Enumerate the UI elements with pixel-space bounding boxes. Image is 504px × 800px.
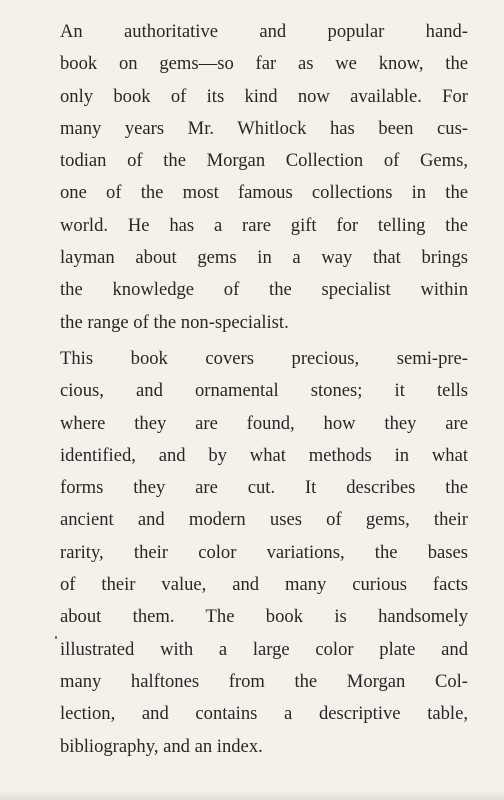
text-line: world. He has a rare gift for telling the bbox=[60, 214, 468, 236]
paragraph-2 bbox=[60, 343, 468, 763]
text-line: forms they are cut. It describes the bbox=[60, 477, 468, 499]
text-line: bibliography, and an index. bbox=[60, 735, 263, 757]
text-line: identified, and by what methods in what bbox=[60, 444, 468, 466]
text-line: the range of the non-specialist. bbox=[60, 311, 289, 333]
description-text bbox=[60, 16, 468, 763]
page-edge-shadow bbox=[0, 790, 504, 800]
text-line: An authoritative and popular hand- bbox=[60, 21, 468, 42]
text-line: only book of its kind now available. For bbox=[60, 85, 468, 107]
text-line: illustrated with a large color plate and bbox=[60, 638, 468, 660]
text-line: cious, and ornamental stones; it tells bbox=[60, 380, 468, 402]
text-line: todian of the Morgan Collection of Gems, bbox=[60, 150, 468, 172]
text-line: many years Mr. Whitlock has been cus- bbox=[60, 117, 468, 139]
text-line: about them. The book is handsomely bbox=[60, 606, 468, 628]
text-line: ancient and modern uses of gems, their bbox=[60, 509, 468, 531]
text-line: This book covers precious, semi-pre- bbox=[60, 347, 468, 369]
paragraph-1 bbox=[60, 16, 468, 339]
text-line: one of the most famous collections in the bbox=[60, 182, 468, 204]
text-line: the knowledge of the specialist within bbox=[60, 279, 468, 301]
text-line: where they are found, how they are bbox=[60, 412, 468, 434]
text-line: layman about gems in a way that brings bbox=[60, 247, 468, 269]
text-line: rarity, their color variations, the bases bbox=[60, 541, 468, 563]
text-line: many halftones from the Morgan Col- bbox=[60, 670, 468, 692]
text-line: of their value, and many curious facts bbox=[60, 574, 468, 596]
ink-speck bbox=[55, 636, 57, 639]
text-line: lection, and contains a descriptive table, bbox=[60, 703, 468, 725]
text-line: book on gems—so far as we know, the bbox=[60, 53, 468, 75]
